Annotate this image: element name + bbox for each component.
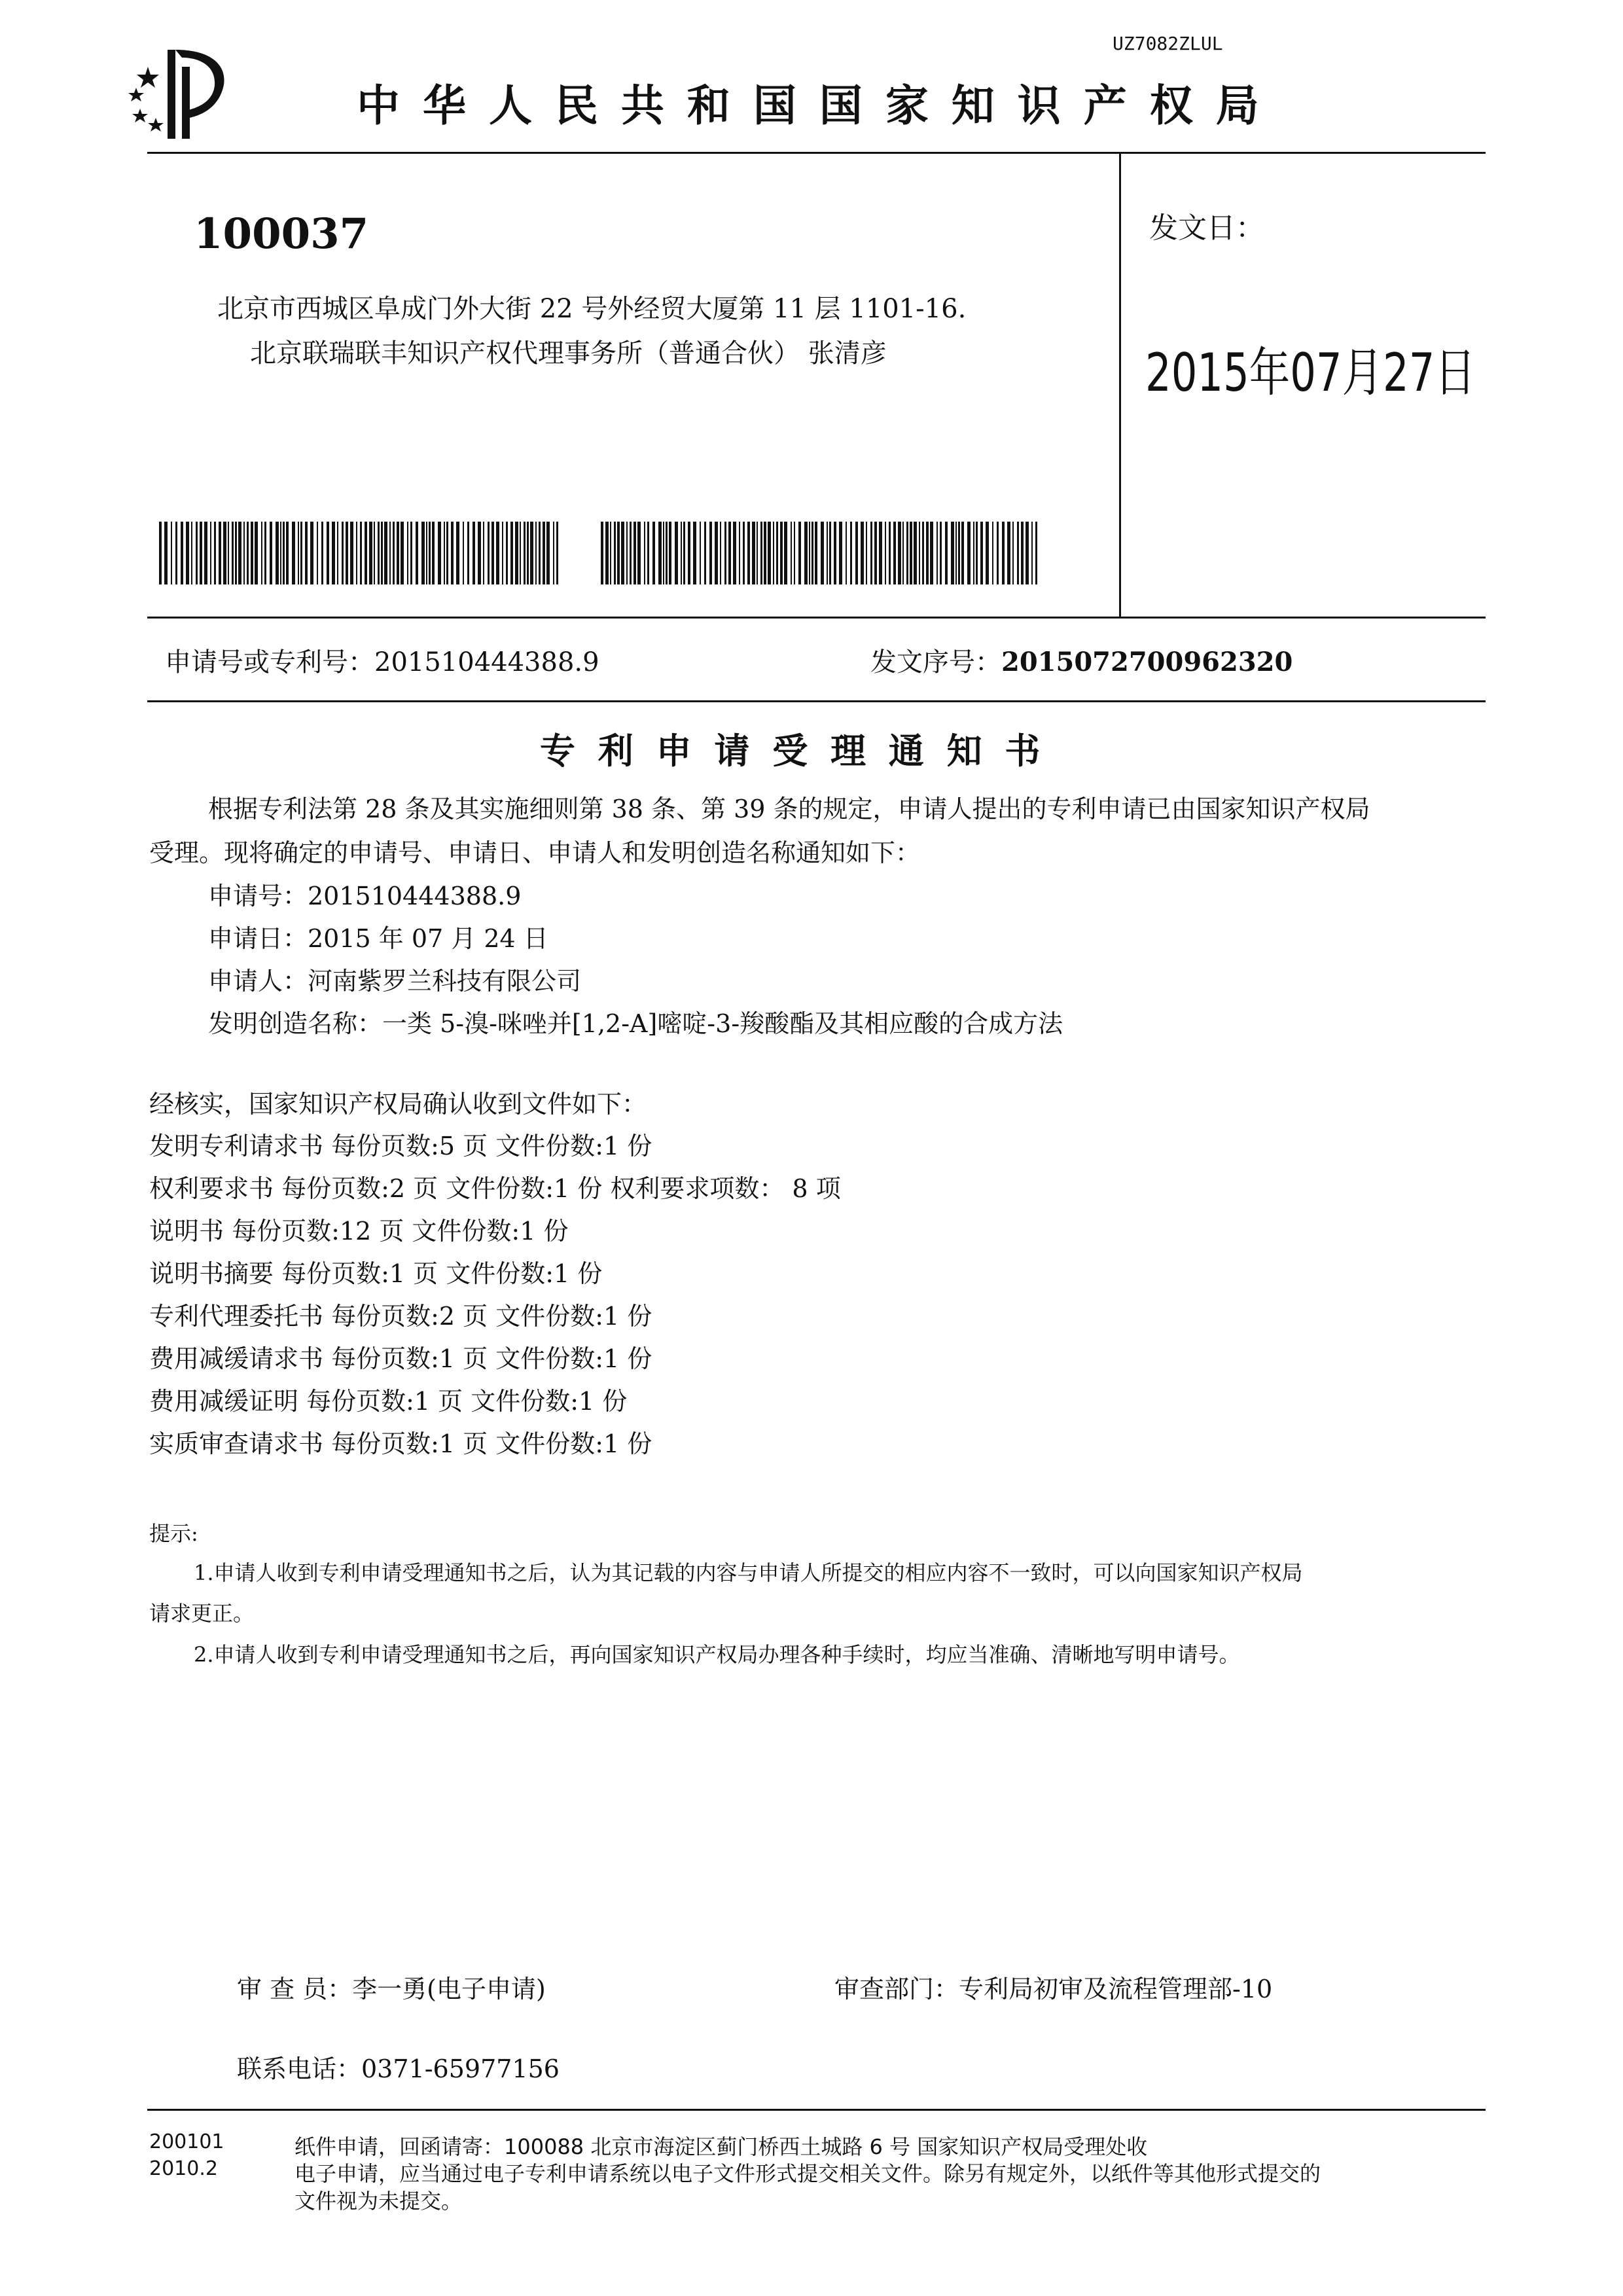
barcode-bar (874, 522, 877, 584)
barcode-bar (467, 522, 469, 584)
cnipa-emblem-icon (122, 41, 240, 145)
barcode-bar (850, 522, 852, 584)
barcode-bar (958, 522, 960, 584)
received-file-item: 实质审查请求书 每份页数:1 页 文件份数:1 份 (149, 1429, 652, 1458)
barcode-bar (747, 522, 750, 584)
barcode-bar (1002, 522, 1005, 584)
address-line-1: 北京市西城区阜成门外大街 22 号外经贸大厦第 11 层 1101-16. (217, 294, 967, 324)
barcode-bar (520, 522, 521, 584)
barcode-bar (444, 522, 445, 584)
barcode-bar (879, 522, 882, 584)
barcode-bar (305, 522, 308, 584)
barcode-bar (186, 522, 189, 584)
barcode-bar (846, 522, 847, 584)
form-version: 2010.2 (149, 2157, 218, 2180)
barcode-bar (902, 522, 904, 584)
barcode-bar (910, 522, 912, 584)
barcode-bar (300, 522, 302, 584)
barcode-bar (286, 522, 289, 584)
barcode-bar (214, 522, 216, 584)
barcode-bar (401, 522, 404, 584)
barcode-bar (658, 522, 662, 584)
barcode-bar (393, 522, 395, 584)
barcode-bar (191, 522, 192, 584)
barcode-bar (922, 522, 924, 584)
barcode-bar (675, 522, 678, 584)
detail-invention-title: 发明创造名称：一类 5-溴-咪唑并[1,2-A]嘧啶-3-羧酸酯及其相应酸的合成方法 (208, 1009, 1063, 1038)
barcode-bar (270, 522, 272, 584)
barcode-bar (369, 522, 372, 584)
barcode-bar (524, 522, 526, 584)
barcode-bar (1021, 522, 1024, 584)
barcode-bar (264, 522, 266, 584)
barcode-left (159, 522, 562, 584)
barcode-bar (543, 522, 545, 584)
barcode-bar (834, 522, 836, 584)
barcode-bar (410, 522, 412, 584)
barcode-bar (251, 522, 253, 584)
confirm-heading: 经核实，国家知识产权局确认收到文件如下： (149, 1090, 647, 1119)
detail-application-number: 申请号：201510444388.9 (208, 882, 522, 910)
barcode-bar (733, 522, 736, 584)
barcode-bar (652, 522, 655, 584)
barcode-bar (360, 522, 362, 584)
barcode-bar (951, 522, 954, 584)
barcode-bar (235, 522, 238, 584)
barcode-bar (919, 522, 920, 584)
barcode-bar (610, 522, 611, 584)
barcode-bar (764, 522, 766, 584)
intro-line-1: 根据专利法第 28 条及其实施细则第 38 条、第 39 条的规定，申请人提出的专利申请已由国家知识产权局 (208, 795, 1370, 823)
barcode-bar (356, 522, 357, 584)
barcode-bar (768, 522, 771, 584)
barcode-bar (238, 522, 241, 584)
barcode-bar (171, 522, 172, 584)
reference-rule-top (147, 617, 1486, 619)
received-file-item: 说明书 每份页数:12 页 文件份数:1 份 (149, 1217, 569, 1246)
barcode-bar (553, 522, 554, 584)
received-file-item: 费用减缓请求书 每份页数:1 页 文件份数:1 份 (149, 1344, 652, 1373)
received-file-item: 权利要求书 每份页数:2 页 文件份数:1 份 权利要求项数： 8 项 (149, 1174, 841, 1203)
barcode-bar (821, 522, 824, 584)
barcode-bar (720, 522, 721, 584)
issue-date-stamp: 2015年07月27日 (1145, 342, 1476, 403)
barcode-bar (794, 522, 796, 584)
barcode-bar (945, 522, 948, 584)
barcode-bar (757, 522, 758, 584)
footer-electronic-line-2: 文件视为未提交。 (294, 2189, 463, 2214)
barcode-bar (637, 522, 641, 584)
contact-phone: 联系电话：0371-65977156 (237, 2054, 560, 2083)
received-file-item: 发明专利请求书 每份页数:5 页 文件份数:1 份 (149, 1132, 652, 1160)
barcode-bar (1031, 522, 1033, 584)
received-file-item: 费用减缓证明 每份页数:1 页 文件份数:1 份 (149, 1387, 628, 1416)
barcode-bar (760, 522, 762, 584)
barcode-bar (898, 522, 901, 584)
barcode-bar (483, 522, 484, 584)
address-line-2: 北京联瑞联丰知识产权代理事务所（普通合伙） 张清彦 (250, 338, 887, 368)
barcode-bar (926, 522, 929, 584)
barcode-bar (812, 522, 813, 584)
footer-rule (147, 2109, 1486, 2111)
barcode-bar (663, 522, 664, 584)
barcode-bar (337, 522, 338, 584)
application-number (165, 641, 599, 679)
barcode-bar (700, 522, 701, 584)
barcode-bar (992, 522, 993, 584)
barcode-bar (342, 522, 344, 584)
form-code: 200101 (149, 2130, 224, 2153)
barcode-bar (219, 522, 221, 584)
barcode-bar (885, 522, 886, 584)
barcode-bar (196, 522, 198, 584)
barcode-bar (870, 522, 872, 584)
barcode-bar (704, 522, 706, 584)
barcode-bar (204, 522, 207, 584)
header-rule (147, 152, 1486, 154)
barcode-bar (280, 522, 281, 584)
barcode-bar (1026, 522, 1029, 584)
tips-label: 提示: (149, 1521, 198, 1546)
notice-title: 专 利 申 请 受 理 通 知 书 (540, 730, 1046, 772)
barcode-bar (350, 522, 353, 584)
barcode-bar (955, 522, 957, 584)
barcode-bar (407, 522, 408, 584)
barcode-bar (488, 522, 490, 584)
barcode-bar (421, 522, 425, 584)
barcode-bar (321, 522, 323, 584)
barcode-bar (683, 522, 685, 584)
barcode-bar (496, 522, 499, 584)
barcode-bar (605, 522, 609, 584)
application-number-value: 201510444388.9 (374, 647, 599, 677)
barcode-bar (829, 522, 831, 584)
tip-1-line-1: 1.申请人收到专利申请受理通知书之后，认为其记载的内容与申请人所提交的相应内容不一致时，可以向国家知识产权局 (194, 1560, 1303, 1585)
issue-date-label: 发文日： (1149, 211, 1264, 245)
barcode-bar (539, 522, 541, 584)
examining-department: 审查部门：专利局初审及流程管理部-10 (834, 1975, 1273, 2003)
barcode-bar (283, 522, 285, 584)
barcode-bar (502, 522, 503, 584)
barcode-bar (491, 522, 494, 584)
barcode-bar (381, 522, 383, 584)
barcode-bar (228, 522, 229, 584)
barcode-bar (1017, 522, 1019, 584)
tip-2: 2.申请人收到专利申请受理通知书之后，再向国家知识产权局办理各种手续时，均应当准确、清晰地写明申请号。 (194, 1642, 1240, 1667)
barcode-bar (261, 522, 262, 584)
barcode-bar (827, 522, 828, 584)
barcode-bar (780, 522, 783, 584)
postcode: 100037 (194, 209, 369, 259)
barcode-bar (510, 522, 513, 584)
barcode-bar (914, 522, 917, 584)
footer-electronic-line-1: 电子申请，应当通过电子专利申请系统以电子文件形式提交相关文件。除另有规定外，以纸件等其他形式提交的 (294, 2161, 1321, 2186)
barcode-bar (530, 522, 533, 584)
header-divider-vertical (1119, 152, 1121, 617)
barcode-bar (384, 522, 387, 584)
barcode-bar (601, 522, 603, 584)
barcode-bar (681, 522, 682, 584)
barcode-bar (614, 522, 616, 584)
barcode-bar (930, 522, 933, 584)
barcode-bar (986, 522, 989, 584)
barcode-bar (784, 522, 787, 584)
barcode-bar (276, 522, 279, 584)
barcode-bar (893, 522, 896, 584)
barcode-right (601, 522, 1040, 584)
barcode-bar (866, 522, 867, 584)
barcode-bar (724, 522, 726, 584)
barcode-bar (546, 522, 550, 584)
barcode-bar (473, 522, 475, 584)
barcode-bar (633, 522, 636, 584)
examiner: 审 查 员：李一勇(电子申请) (237, 1975, 546, 2003)
barcode-bar (861, 522, 864, 584)
barcode-bar (463, 522, 464, 584)
barcode-bar (804, 522, 808, 584)
barcode-bar (317, 522, 318, 584)
received-file-item: 专利代理委托书 每份页数:2 页 文件份数:1 份 (149, 1302, 652, 1331)
barcode-bar (175, 522, 177, 584)
barcode-bar (327, 522, 329, 584)
footer-paper-submission: 纸件申请，回函请寄：100088 北京市海淀区蓟门桥西土城路 6 号 国家知识产权局受理处收 (294, 2134, 1148, 2159)
barcode-bar (346, 522, 348, 584)
barcode-bar (647, 522, 649, 584)
document-code: UZ7082ZLUL (1113, 33, 1223, 54)
barcode-bar (298, 522, 299, 584)
barcode-bar (556, 522, 558, 584)
barcode-bar (389, 522, 391, 584)
barcode-bar (743, 522, 745, 584)
barcode-bar (961, 522, 964, 584)
barcode-bar (200, 522, 202, 584)
barcode-bar (478, 522, 481, 584)
barcode-bar (255, 522, 258, 584)
barcode-bar (967, 522, 971, 584)
barcode-bar (378, 522, 380, 584)
barcode-bar (617, 522, 620, 584)
barcode-bar (332, 522, 335, 584)
office-name: 中 华 人 民 共 和 国 国 家 知 识 产 权 局 (357, 81, 1263, 131)
barcode-bar (940, 522, 942, 584)
application-number-label: 申请号或专利号： (165, 647, 374, 677)
barcode-bar (936, 522, 938, 584)
barcode-bar (451, 522, 454, 584)
barcode-bar (1007, 522, 1010, 584)
barcode-bar (292, 522, 295, 584)
barcode-bar (973, 522, 974, 584)
barcode-bar (1035, 522, 1037, 584)
barcode-bar (243, 522, 245, 584)
barcode-bar (980, 522, 983, 584)
barcode-bar (839, 522, 842, 584)
barcode-bar (815, 522, 817, 584)
barcode-bar (630, 522, 632, 584)
barcode-bar (688, 522, 690, 584)
barcode-bar (644, 522, 645, 584)
barcode-bar (728, 522, 731, 584)
detail-applicant: 申请人：河南紫罗兰科技有限公司 (208, 967, 582, 996)
barcode-bar (159, 522, 162, 584)
barcode-bar (210, 522, 211, 584)
barcode-bar (416, 522, 418, 584)
dispatch-serial (870, 641, 1293, 679)
barcode-bar (776, 522, 778, 584)
barcode-bar (621, 522, 624, 584)
barcode-bar (739, 522, 740, 584)
received-file-item: 说明书摘要 每份页数:1 页 文件份数:1 份 (149, 1259, 603, 1288)
barcode-bar (429, 522, 431, 584)
barcode-bar (669, 522, 671, 584)
barcode-bar (906, 522, 908, 584)
barcode-bar (310, 522, 313, 584)
dispatch-serial-label: 发文序号： (870, 647, 1001, 677)
barcode-bar (365, 522, 367, 584)
intro-line-2: 受理。现将确定的申请号、申请日、申请人和发明创造名称通知如下： (149, 838, 921, 867)
barcode-bar (446, 522, 448, 584)
barcode-bar (798, 522, 801, 584)
barcode-bar (397, 522, 399, 584)
barcode-bar (752, 522, 755, 584)
barcode-bar (693, 522, 696, 584)
barcode-bar (709, 522, 712, 584)
reference-rule-bottom (147, 700, 1486, 702)
tip-1-line-2: 请求更正。 (149, 1601, 255, 1626)
barcode-bar (438, 522, 441, 584)
barcode-bar (432, 522, 435, 584)
dispatch-serial-value: 2015072700962320 (1001, 647, 1293, 677)
barcode-bar (223, 522, 226, 584)
barcode-bar (773, 522, 774, 584)
barcode-bar (855, 522, 858, 584)
barcode-bar (809, 522, 810, 584)
barcode-bar (666, 522, 668, 584)
detail-application-date: 申请日：2015 年 07 月 24 日 (208, 924, 548, 953)
barcode-bar (506, 522, 508, 584)
barcode-bar (889, 522, 891, 584)
barcode-bar (181, 522, 183, 584)
barcode-bar (791, 522, 792, 584)
barcode-bar (515, 522, 518, 584)
barcode-bar (374, 522, 375, 584)
barcode-bar (715, 522, 718, 584)
barcode-bar (247, 522, 249, 584)
barcode-bar (426, 522, 427, 584)
barcode-bar (232, 522, 234, 584)
barcode-bar (626, 522, 628, 584)
barcode-bar (997, 522, 999, 584)
barcode-bar (527, 522, 529, 584)
barcode-bar (976, 522, 978, 584)
barcode-bar (1012, 522, 1014, 584)
barcode-bar (164, 522, 168, 584)
barcode-bar (456, 522, 459, 584)
barcode-bar (535, 522, 537, 584)
